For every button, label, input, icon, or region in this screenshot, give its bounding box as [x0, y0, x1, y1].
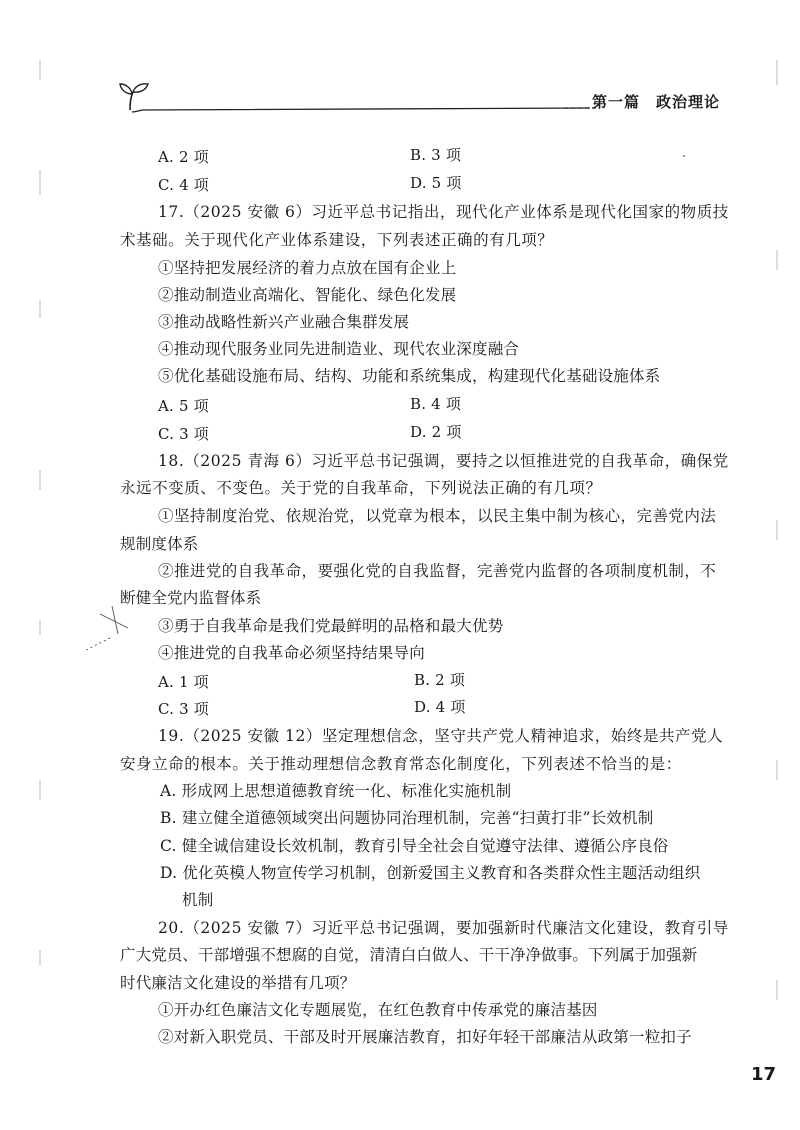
q16-option-a: A. 2 项 — [158, 148, 209, 166]
q17-item-3: ③推动战略性新兴产业融合集群发展 — [158, 313, 410, 331]
q17-item-1: ①坚持把发展经济的着力点放在国有企业上 — [158, 259, 457, 277]
q19-option-d-line1: D. 优化英模人物宣传学习机制，创新爱国主义教育和各类群众性主题活动组织 — [160, 864, 701, 882]
q17-item-4: ④推动现代服务业同先进制造业、现代农业深度融合 — [158, 340, 520, 358]
q17-option-b: B. 4 项 — [410, 395, 462, 413]
pen-mark-icon — [86, 606, 128, 650]
q20-item-2: ②对新入职党员、干部及时开展廉洁教育，扣好年轻干部廉洁从政第一粒扣子 — [158, 1028, 692, 1046]
q19-option-b: B. 建立健全道德领域突出问题协同治理机制，完善“扫黄打非”长效机制 — [160, 809, 654, 827]
q18-item-3: ③勇于自我革命是我们党最鲜明的品格和最大优势 — [158, 617, 504, 635]
q20-stem-line1: 20.（2025 安徽 7）习近平总书记强调，要加强新时代廉洁文化建设，教育引导 — [158, 919, 729, 937]
q18-stem-line2: 永远不变质、不变色。关于党的自我革命，下列说法正确的有几项？ — [120, 479, 602, 497]
q20-stem-line2: 广大党员、干部增强不想腐的自觉，清清白白做人、干干净净做事。下列属于加强新 — [120, 946, 698, 964]
q19-stem-line1: 19.（2025 安徽 12）坚定理想信念，坚守共产党人精神追求，始终是共产党人 — [158, 727, 724, 745]
q17-option-a: A. 5 项 — [158, 397, 209, 415]
q16-option-b: B. 3 项 — [410, 146, 462, 164]
q20-item-1: ①开办红色廉洁文化专题展览，在红色教育中传承党的廉洁基因 — [158, 1001, 598, 1019]
q18-option-b: B. 2 项 — [414, 671, 466, 689]
q19-option-a: A. 形成网上思想道德教育统一化、标准化实施机制 — [160, 782, 512, 800]
q18-stem-line1: 18.（2025 青海 6）习近平总书记强调，要持之以恒推进党的自我革命，确保党 — [158, 452, 729, 470]
q18-item-1-line1: ①坚持制度治党、依规治党，以党章为根本，以民主集中制为核心，完善党内法 — [158, 507, 717, 525]
section-title: 第一篇 政治理论 — [592, 93, 721, 111]
q17-item-2: ②推动制造业高端化、智能化、绿色化发展 — [158, 286, 457, 304]
q17-option-d: D. 2 项 — [410, 423, 462, 441]
q17-option-c: C. 3 项 — [158, 425, 209, 443]
q16-option-c: C. 4 项 — [158, 176, 209, 194]
q18-item-2-line1: ②推进党的自我革命，要强化党的自我监督，完善党内监督的各项制度机制，不 — [158, 562, 717, 580]
q18-item-1-line2: 规制度体系 — [120, 535, 199, 553]
q19-option-d-line2: 机制 — [182, 891, 214, 909]
q17-stem-line1: 17.（2025 安徽 6）习近平总书记指出，现代化产业体系是现代化国家的物质技 — [158, 203, 729, 221]
q18-option-d: D. 4 项 — [414, 698, 466, 716]
q18-option-c: C. 3 项 — [158, 700, 209, 718]
q17-stem-line2: 术基础。关于现代化产业体系建设，下列表述正确的有几项？ — [120, 231, 554, 249]
q18-option-a: A. 1 项 — [158, 673, 209, 691]
q19-stem-line2: 安身立命的根本。关于推动理想信念教育常态化制度化，下列表述不恰当的是： — [120, 755, 682, 773]
q18-item-4: ④推进党的自我革命必须坚持结果导向 — [158, 644, 425, 662]
page-number: 17 — [750, 1064, 776, 1085]
q20-stem-line3: 时代廉洁文化建设的举措有几项？ — [120, 974, 356, 992]
q19-option-c: C. 健全诚信建设长效机制，教育引导全社会自觉遵守法律、遵循公序良俗 — [160, 837, 669, 855]
q18-item-2-line2: 断健全党内监督体系 — [120, 589, 262, 607]
page-header — [118, 80, 721, 120]
q16-option-d: D. 5 项 — [410, 174, 462, 192]
q17-item-5: ⑤优化基础设施布局、结构、功能和系统集成，构建现代化基础设施体系 — [158, 367, 661, 385]
